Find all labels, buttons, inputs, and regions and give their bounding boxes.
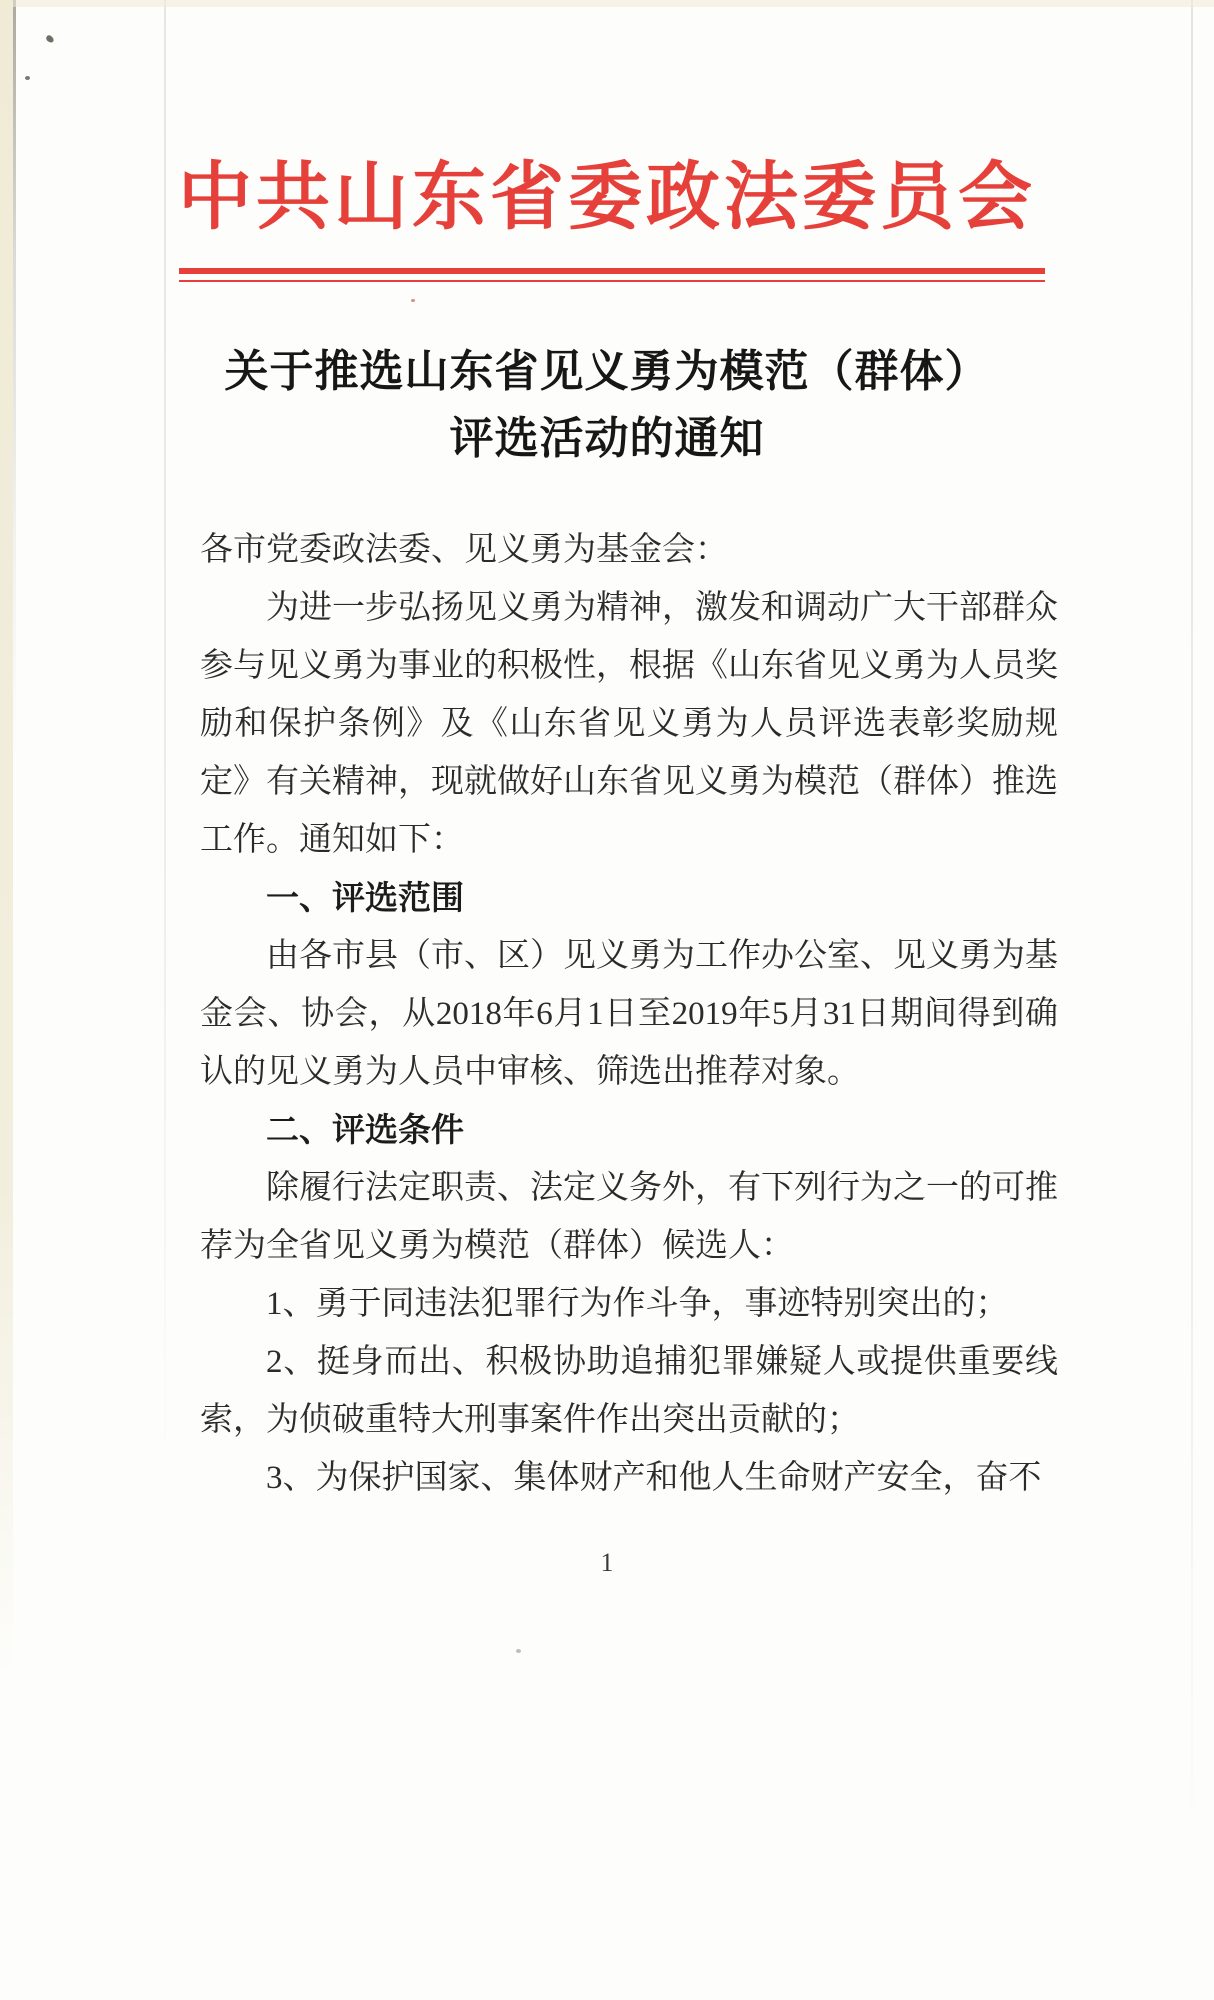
condition-item-3-truncated: 3、为保护国家、集体财产和他人生命财产安全，奋不 bbox=[266, 1460, 1042, 1496]
intro-paragraph: 为进一步弘扬见义勇为精神，激发和调动广大干部群众参与见义勇为事业的积极性，根据《山东省见义勇为人员奖励和保护条例》及《山东省见义勇为人员评选表彰奖励规定》有关精神，现就做好山东省见义勇为模范（群体）推选工作。通知如下： bbox=[200, 590, 1058, 858]
document-body bbox=[200, 521, 1058, 1507]
ink-speck bbox=[25, 76, 30, 80]
document-title-line-1: 关于推选山东省见义勇为模范（群体） bbox=[224, 347, 990, 396]
page-footer bbox=[0, 1548, 1214, 1578]
ink-speck bbox=[45, 34, 55, 44]
page-number: 1 bbox=[600, 1548, 614, 1577]
section-1-paragraph: 由各市县（市、区）见义勇为工作办公室、见义勇为基金会、协会，从2018年6月1日至2019年5月31日期间得到确认的见义勇为人员中审核、筛选出推荐对象。 bbox=[200, 938, 1058, 1090]
salutation-line: 各市党委政法委、见义勇为基金会： bbox=[200, 532, 728, 568]
scan-top-edge-tint bbox=[0, 0, 1214, 7]
section-heading-2: 二、评选条件 bbox=[266, 1111, 464, 1148]
issuing-authority-name: 中共山东省委政法委员会 bbox=[178, 157, 1036, 239]
scan-right-page-edge bbox=[1191, 0, 1193, 1870]
condition-item-1: 1、勇于同违法犯罪行为作斗争，事迹特别突出的； bbox=[266, 1286, 1009, 1322]
ink-speck bbox=[411, 299, 415, 302]
condition-item-2: 2、挺身而出、积极协助追捕犯罪嫌疑人或提供重要线索，为侦破重特大刑事案件作出突出贡献的； bbox=[200, 1344, 1058, 1438]
section-heading-1: 一、评选范围 bbox=[266, 879, 464, 916]
letterhead-rule-thick bbox=[179, 268, 1045, 274]
document-title-line-2: 评选活动的通知 bbox=[449, 414, 765, 463]
ink-speck bbox=[516, 1649, 521, 1653]
scan-left-backing-strip bbox=[0, 0, 13, 1680]
letterhead-rule-thin bbox=[179, 280, 1045, 282]
document-title bbox=[0, 338, 1214, 472]
section-2-intro-paragraph: 除履行法定职责、法定义务外，有下列行为之一的可推荐为全省见义勇为模范（群体）候选人： bbox=[200, 1170, 1058, 1264]
